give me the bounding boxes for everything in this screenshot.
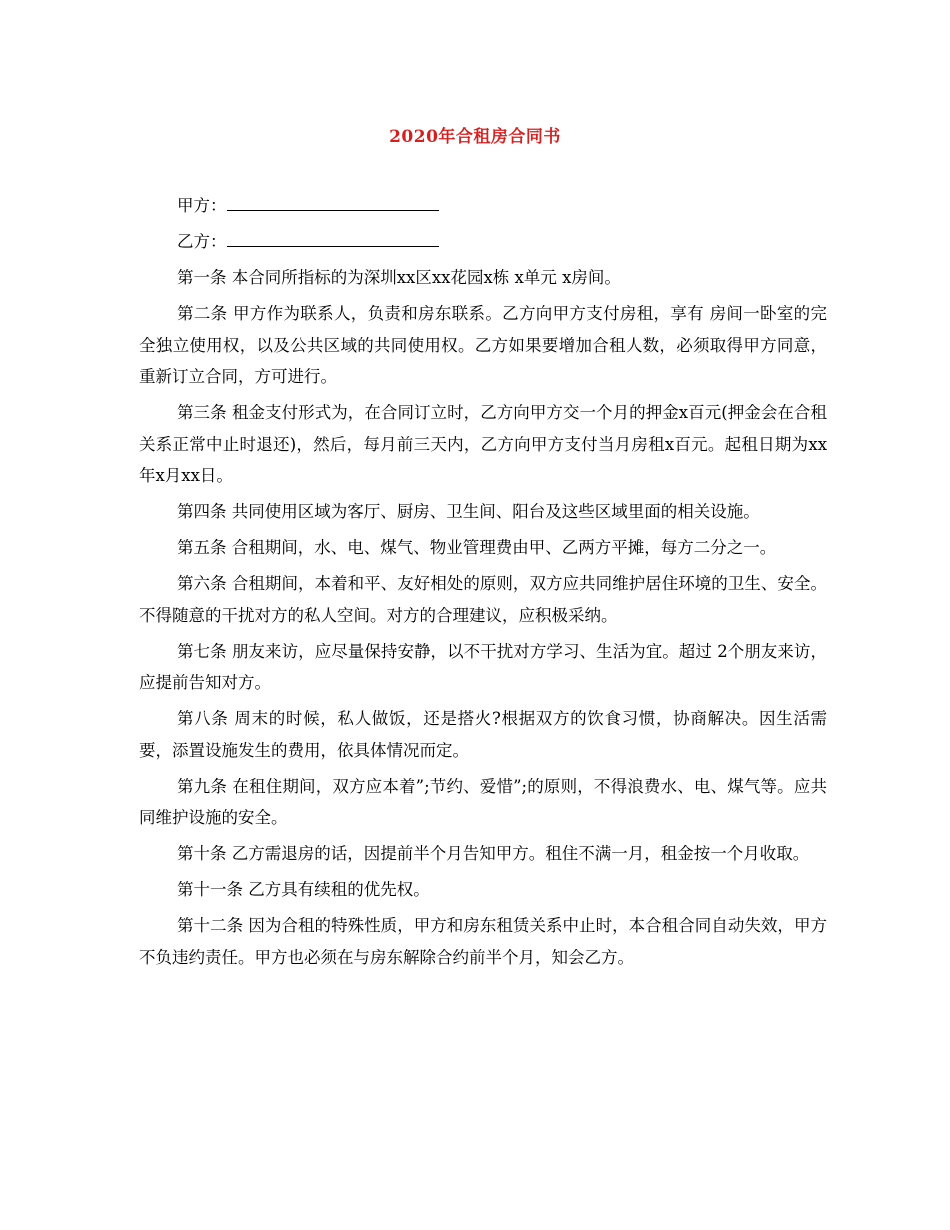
party-a-label: 甲方：	[177, 196, 227, 215]
party-a-line	[139, 190, 827, 222]
party-b-blank	[227, 232, 439, 247]
document-title: 2020年合租房合同书	[389, 127, 561, 147]
article-8: 第八条 周末的时候，私人做饭，还是搭火?根据双方的饮食习惯，协商解决。因生活需要，添置设施发生的费用，依具体情况而定。	[139, 709, 827, 760]
article-10: 第十条 乙方需退房的话，因提前半个月告知甲方。租住不满一月，租金按一个月收取。	[177, 844, 810, 863]
article-2: 第二条 甲方作为联系人，负责和房东联系。乙方向甲方支付房租，享有 房间一卧室的完全独立使用权，以及公共区域的共同使用权。乙方如果要增加合租人数，必须取得甲方同意，重新订立合同，方可进行。	[139, 304, 827, 386]
article-12: 第十二条 因为合租的特殊性质，甲方和房东租赁关系中止时，本合租合同自动失效，甲方不负违约责任。甲方也必须在与房东解除合约前半个月，知会乙方。	[139, 916, 827, 967]
article-3: 第三条 租金支付形式为，在合同订立时，乙方向甲方交一个月的押金x百元(押金会在合租关系正常中止时退还)，然后，每月前三天内，乙方向甲方支付当月房租x百元。起租日期为xx年x月xx日。	[139, 403, 827, 485]
party-b-line	[139, 226, 827, 258]
article-6: 第六条 合租期间，本着和平、友好相处的原则，双方应共同维护居住环境的卫生、安全。不得随意的干扰对方的私人空间。对方的合理建议，应积极采纳。	[139, 574, 827, 625]
article-9: 第九条 在租住期间，双方应本着”;节约、爱惜”;的原则，不得浪费水、电、煤气等。应共同维护设施的安全。	[139, 776, 827, 827]
article-5: 第五条 合租期间，水、电、煤气、物业管理费由甲、乙两方平摊，每方二分之一。	[177, 538, 777, 557]
party-a-blank	[227, 196, 439, 211]
article-11: 第十一条 乙方具有续租的优先权。	[177, 880, 430, 899]
article-4: 第四条 共同使用区域为客厅、厨房、卫生间、阳台及这些区域里面的相关设施。	[177, 502, 760, 521]
party-b-label: 乙方：	[177, 232, 227, 251]
article-7: 第七条 朋友来访，应尽量保持安静，以不干扰对方学习、生活为宜。超过 2个朋友来访，应提前告知对方。	[139, 641, 827, 692]
article-1: 第一条 本合同所指标的为深圳xx区xx花园x栋 x单元 x房间。	[177, 268, 621, 287]
document-body	[139, 190, 827, 978]
